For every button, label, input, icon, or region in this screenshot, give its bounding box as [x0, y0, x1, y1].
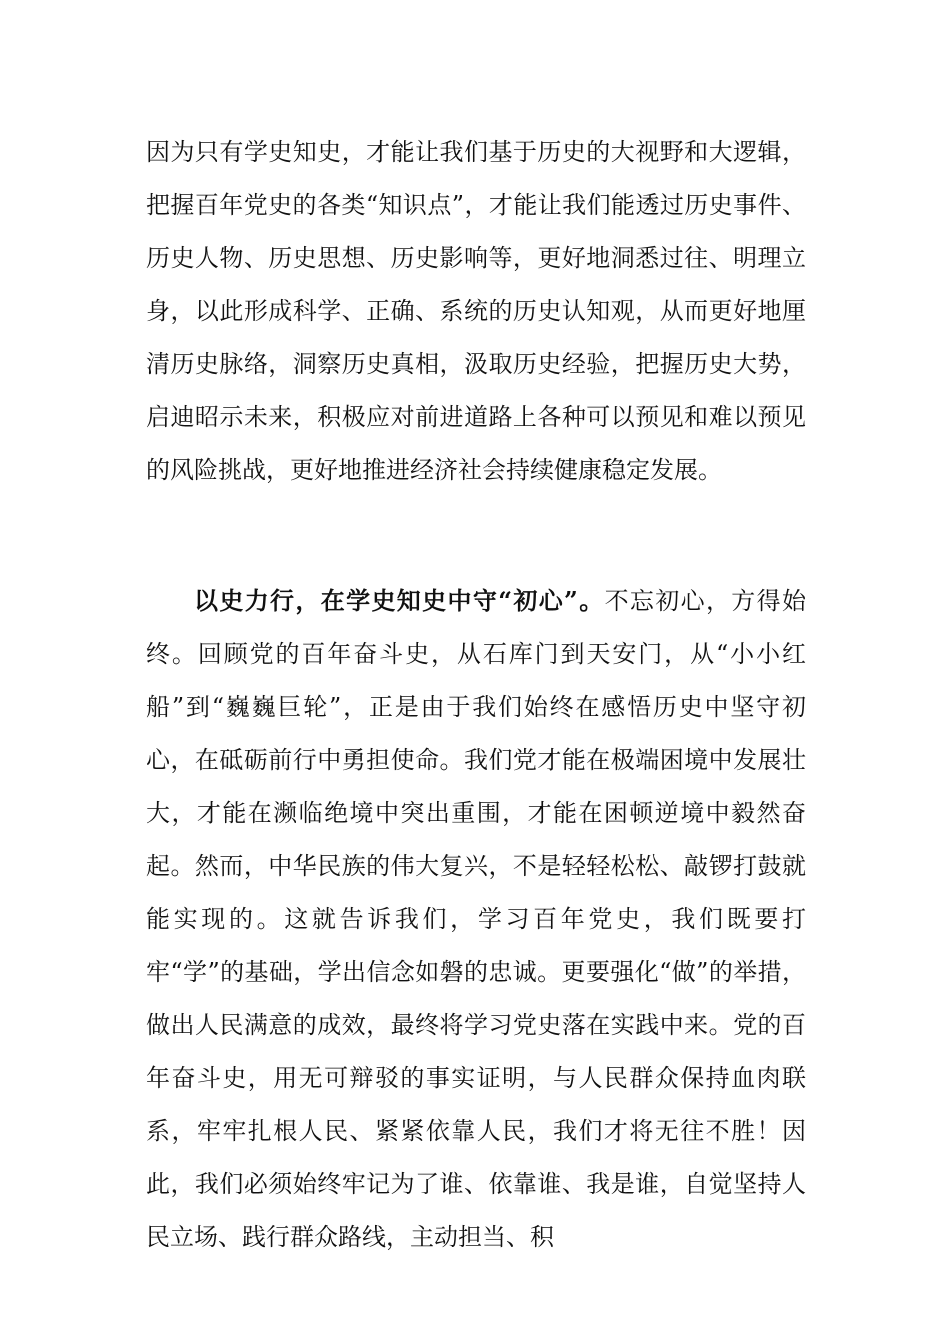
paragraph-1: [146, 126, 806, 497]
paragraph-2-text: 不忘初心，方得始终。回顾党的百年奋斗史，从石库门到天安门，从“小小红船”到“巍巍巨轮”，正是由于我们始终在感悟历史中坚守初心，在砥砺前行中勇担使命。我们党才能在极端困境中发展壮大，才能在濒临绝境中突出重围，才能在困顿逆境中毅然奋起。然而，中华民族的伟大复兴，不是轻轻松松、敲锣打鼓就能实现的。这就告诉我们，学习百年党史，我们既要打牢“学”的基础，学出信念如磐的忠诚。更要强化“做”的举措，做出人民满意的成效，最终将学习党史落在实践中来。党的百年奋斗史，用无可辩驳的事实证明，与人民群众保持血肉联系，牢牢扎根人民、紧紧依靠人民，我们才将无往不胜！因此，我们必须始终牢记为了谁、依靠谁、我是谁，自觉坚持人民立场、践行群众路线，主动担当、积: [146, 587, 807, 1251]
paragraph-1-text: 因为只有学史知史，才能让我们基于历史的大视野和大逻辑，把握百年党史的各类“知识点”，才能让我们能透过历史事件、历史人物、历史思想、历史影响等，更好地洞悉过往、明理立身，以此形成科学、正确、系统的历史认知观，从而更好地厘清历史脉络，洞察历史真相，汲取历史经验，把握历史大势，启迪昭示未来，积极应对前进道路上各种可以预见和难以预见的风险挑战，更好地推进经济社会持续健康稳定发展。: [146, 138, 806, 484]
paragraph-2-heading: 以史力行，在学史知史中守“初心”。: [194, 586, 605, 615]
paragraph-2: [146, 574, 806, 1264]
